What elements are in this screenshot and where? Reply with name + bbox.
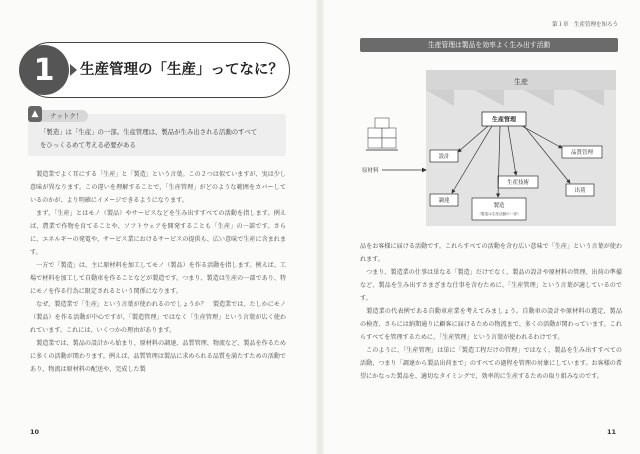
node-manufacturing-label: 製造 xyxy=(493,203,505,209)
node-manufacturing-note: （製造は生産活動の一部） xyxy=(477,212,521,216)
nattoku-text xyxy=(40,126,280,152)
running-head: 第１章 生産管理を知ろう xyxy=(551,22,618,28)
left-body-text xyxy=(30,168,286,376)
paragraph: 製造業でよく耳にする「生産」と「製造」という言葉。この２つは似ていますが、実は少し意味が異なります。この違いを理解することで、「生産管理」がどのような範囲をカバーしているのかが、より明確にイメージできるようになります。 xyxy=(30,171,286,204)
book-gutter xyxy=(316,0,324,454)
paragraph: まず、「生産」とはモノ（製品）やサービスなどを生み出すすべての活動を指します。例えば、農業で作物を育てることや、ソフトウェアを開発することも「生産」の一部です。さらに、エネルギーの発電や、サービス業におけるサービスの提供も、広い意味で生産に含まれます。 xyxy=(30,210,286,256)
paragraph: 製造業では、製品の設計から始まり、原材料の調達、品質管理、物流など、製品を作るために多くの活動が関わります。例えば、品質管理は製品に求められる品質を満たすための活動であり、物流は原材料の配送や、完成した製 xyxy=(30,340,286,373)
page-number-left: 10 xyxy=(30,428,40,436)
node-production-tech-label: 生産技術 xyxy=(506,180,530,186)
node-shipping-label: 出荷 xyxy=(574,188,586,194)
node-design-label: 設計 xyxy=(438,154,450,160)
figure-caption: 生産管理は製品を効率よく生み出す活動 xyxy=(360,38,618,52)
chapter-title: 生産管理の「生産」ってなに？ xyxy=(80,62,283,78)
right-page xyxy=(324,0,640,454)
node-procurement-label: 調達 xyxy=(438,198,450,204)
chapter-number-badge: 1 xyxy=(19,45,69,95)
thumbs-up-icon: ▲ xyxy=(28,106,42,122)
paragraph: つまり、製造業の仕事は単なる「製造」だけでなく、製品の設計や原材料の管理、出荷の準備など、製品を生み出すさまざまな仕事を含むために、「生産管理」という言葉が適しているのです。 xyxy=(360,269,622,302)
raw-material-label: 原材料 xyxy=(362,168,379,174)
paragraph: 製造業の代表例である自動車産業を考えてみましょう。自動車の設計や原材料の選定、製品の検査、さらには納期通りに顧客に届けるための物流まで、多くの活動が関わっています。これらすべてを管理するために、「生産管理」という言葉が使われるわけです。 xyxy=(360,308,622,341)
nattoku-tag: ナットク！ xyxy=(34,110,88,122)
page-number-right: 11 xyxy=(606,428,616,436)
paragraph: なぜ、製造業で「生産」という言葉が使われるのでしょうか？ 製造業では、たしかにモノ（製品）を作る活動が中心ですが、「製造管理」ではなく「生産管理」という言葉が広く使われています。これには、いくつかの理由があります。 xyxy=(30,301,286,334)
boxes-icon xyxy=(366,118,398,150)
node-quality-label: 品質管理 xyxy=(570,150,594,156)
production-diagram xyxy=(354,58,624,234)
right-body-text xyxy=(360,240,622,383)
chapter-arrow-icon xyxy=(70,64,77,76)
factory-label: 生産 xyxy=(514,78,528,86)
paragraph: 一方で「製造」は、主に原材料を加工してモノ（製品）を作る活動を指します。例えば、工場で材料を加工して自動車を作ることなどが製造です。つまり、製造は生産の一部であり、特にモノを作る行為に限定されるという関係になります。 xyxy=(30,262,286,295)
nattoku-line: 「製造」は「生産」の一部。生産管理は、製品が生み出される活動のすべて xyxy=(40,128,258,136)
node-manufacturing xyxy=(472,198,526,220)
paragraph: 品をお客様に届ける活動です。これらすべての活動を含む広い意味で「生産」という言葉が使われます。 xyxy=(360,243,622,263)
paragraph: このように、「生産管理」は単に「製造工程だけの管理」ではなく、製品を生み出すすべての活動、つまり「調達から製品出荷まで」のすべての過程を管理の対象にしています。お客様の希望にかなった製品を、適切なタイミングで、効率的に生産するための取り組みなのです。 xyxy=(360,347,622,380)
center-node-label: 生産管理 xyxy=(491,116,517,124)
nattoku-line: をひっくるめて考える必要がある xyxy=(40,141,136,149)
left-page xyxy=(0,0,316,454)
